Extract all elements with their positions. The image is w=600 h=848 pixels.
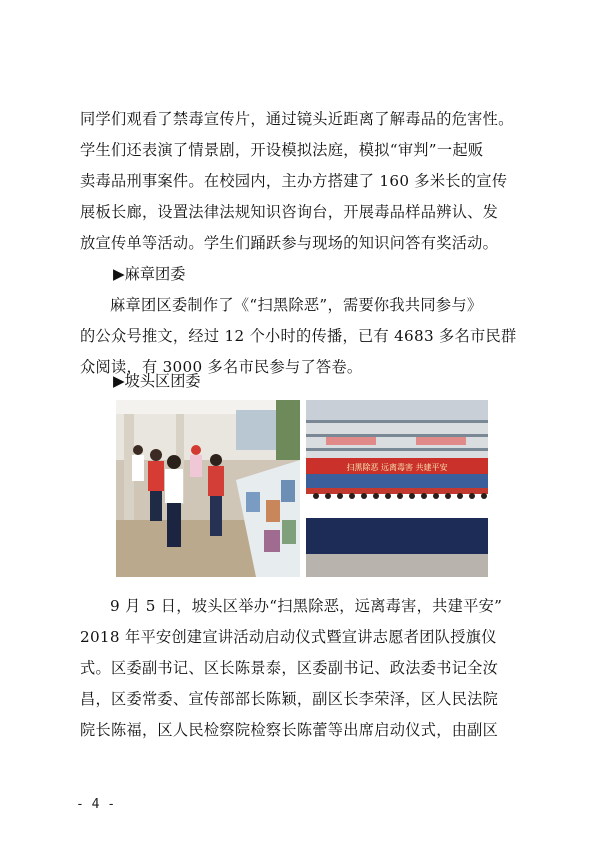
section-heading-mazhang: ▶麻章团委 xyxy=(113,265,186,283)
potou-line-1: 9 月 5 日，坡头区举办“扫黑除恶，远离毒害，共建平安” xyxy=(110,597,503,615)
potou-line-3: 式。区委副书记、区长陈景泰，区委副书记、政法委书记全汝 xyxy=(80,659,499,677)
photo-exhibition-boards xyxy=(116,400,300,577)
potou-line-5: 院长陈福，区人民检察院检察长陈蕾等出席启动仪式，由副区 xyxy=(80,721,499,739)
photo-assembly-ceremony xyxy=(306,400,488,577)
intro-line-4: 展板长廊，设置法律法规知识咨询台，开展毒品样品辨认、发 xyxy=(80,203,499,221)
intro-line-5: 放宣传单等活动。学生们踊跃参与现场的知识问答有奖活动。 xyxy=(80,234,499,252)
mazhang-line-3: 众阅读，有 3000 多名市民参与了答卷。 xyxy=(80,358,363,376)
potou-line-2: 2018 年平安创建宣讲活动启动仪式暨宣讲志愿者团队授旗仪 xyxy=(80,628,497,646)
banner-text: 扫黑除恶 远离毒害 共建平安 xyxy=(346,463,448,472)
intro-line-2: 学生们还表演了情景剧，开设模拟法庭，模拟“审判”一起贩 xyxy=(80,141,484,159)
potou-line-4: 昌，区委常委、宣传部部长陈颖，副区长李荣泽，区人民法院 xyxy=(80,690,499,708)
intro-line-3: 卖毒品刑事案件。在校园内，主办方搭建了 160 多米长的宣传 xyxy=(80,172,508,190)
mazhang-line-1: 麻章团区委制作了《“扫黑除恶”，需要你我共同参与》 xyxy=(110,296,483,314)
intro-line-1: 同学们观看了禁毒宣传片，通过镜头近距离了解毒品的危害性。 xyxy=(80,110,514,128)
page-number: - 4 - xyxy=(76,797,116,812)
section-heading-potou: ▶坡头区团委 xyxy=(113,372,201,390)
mazhang-line-2: 的公众号推文，经过 12 个小时的传播，已有 4683 多名市民群 xyxy=(80,327,517,345)
